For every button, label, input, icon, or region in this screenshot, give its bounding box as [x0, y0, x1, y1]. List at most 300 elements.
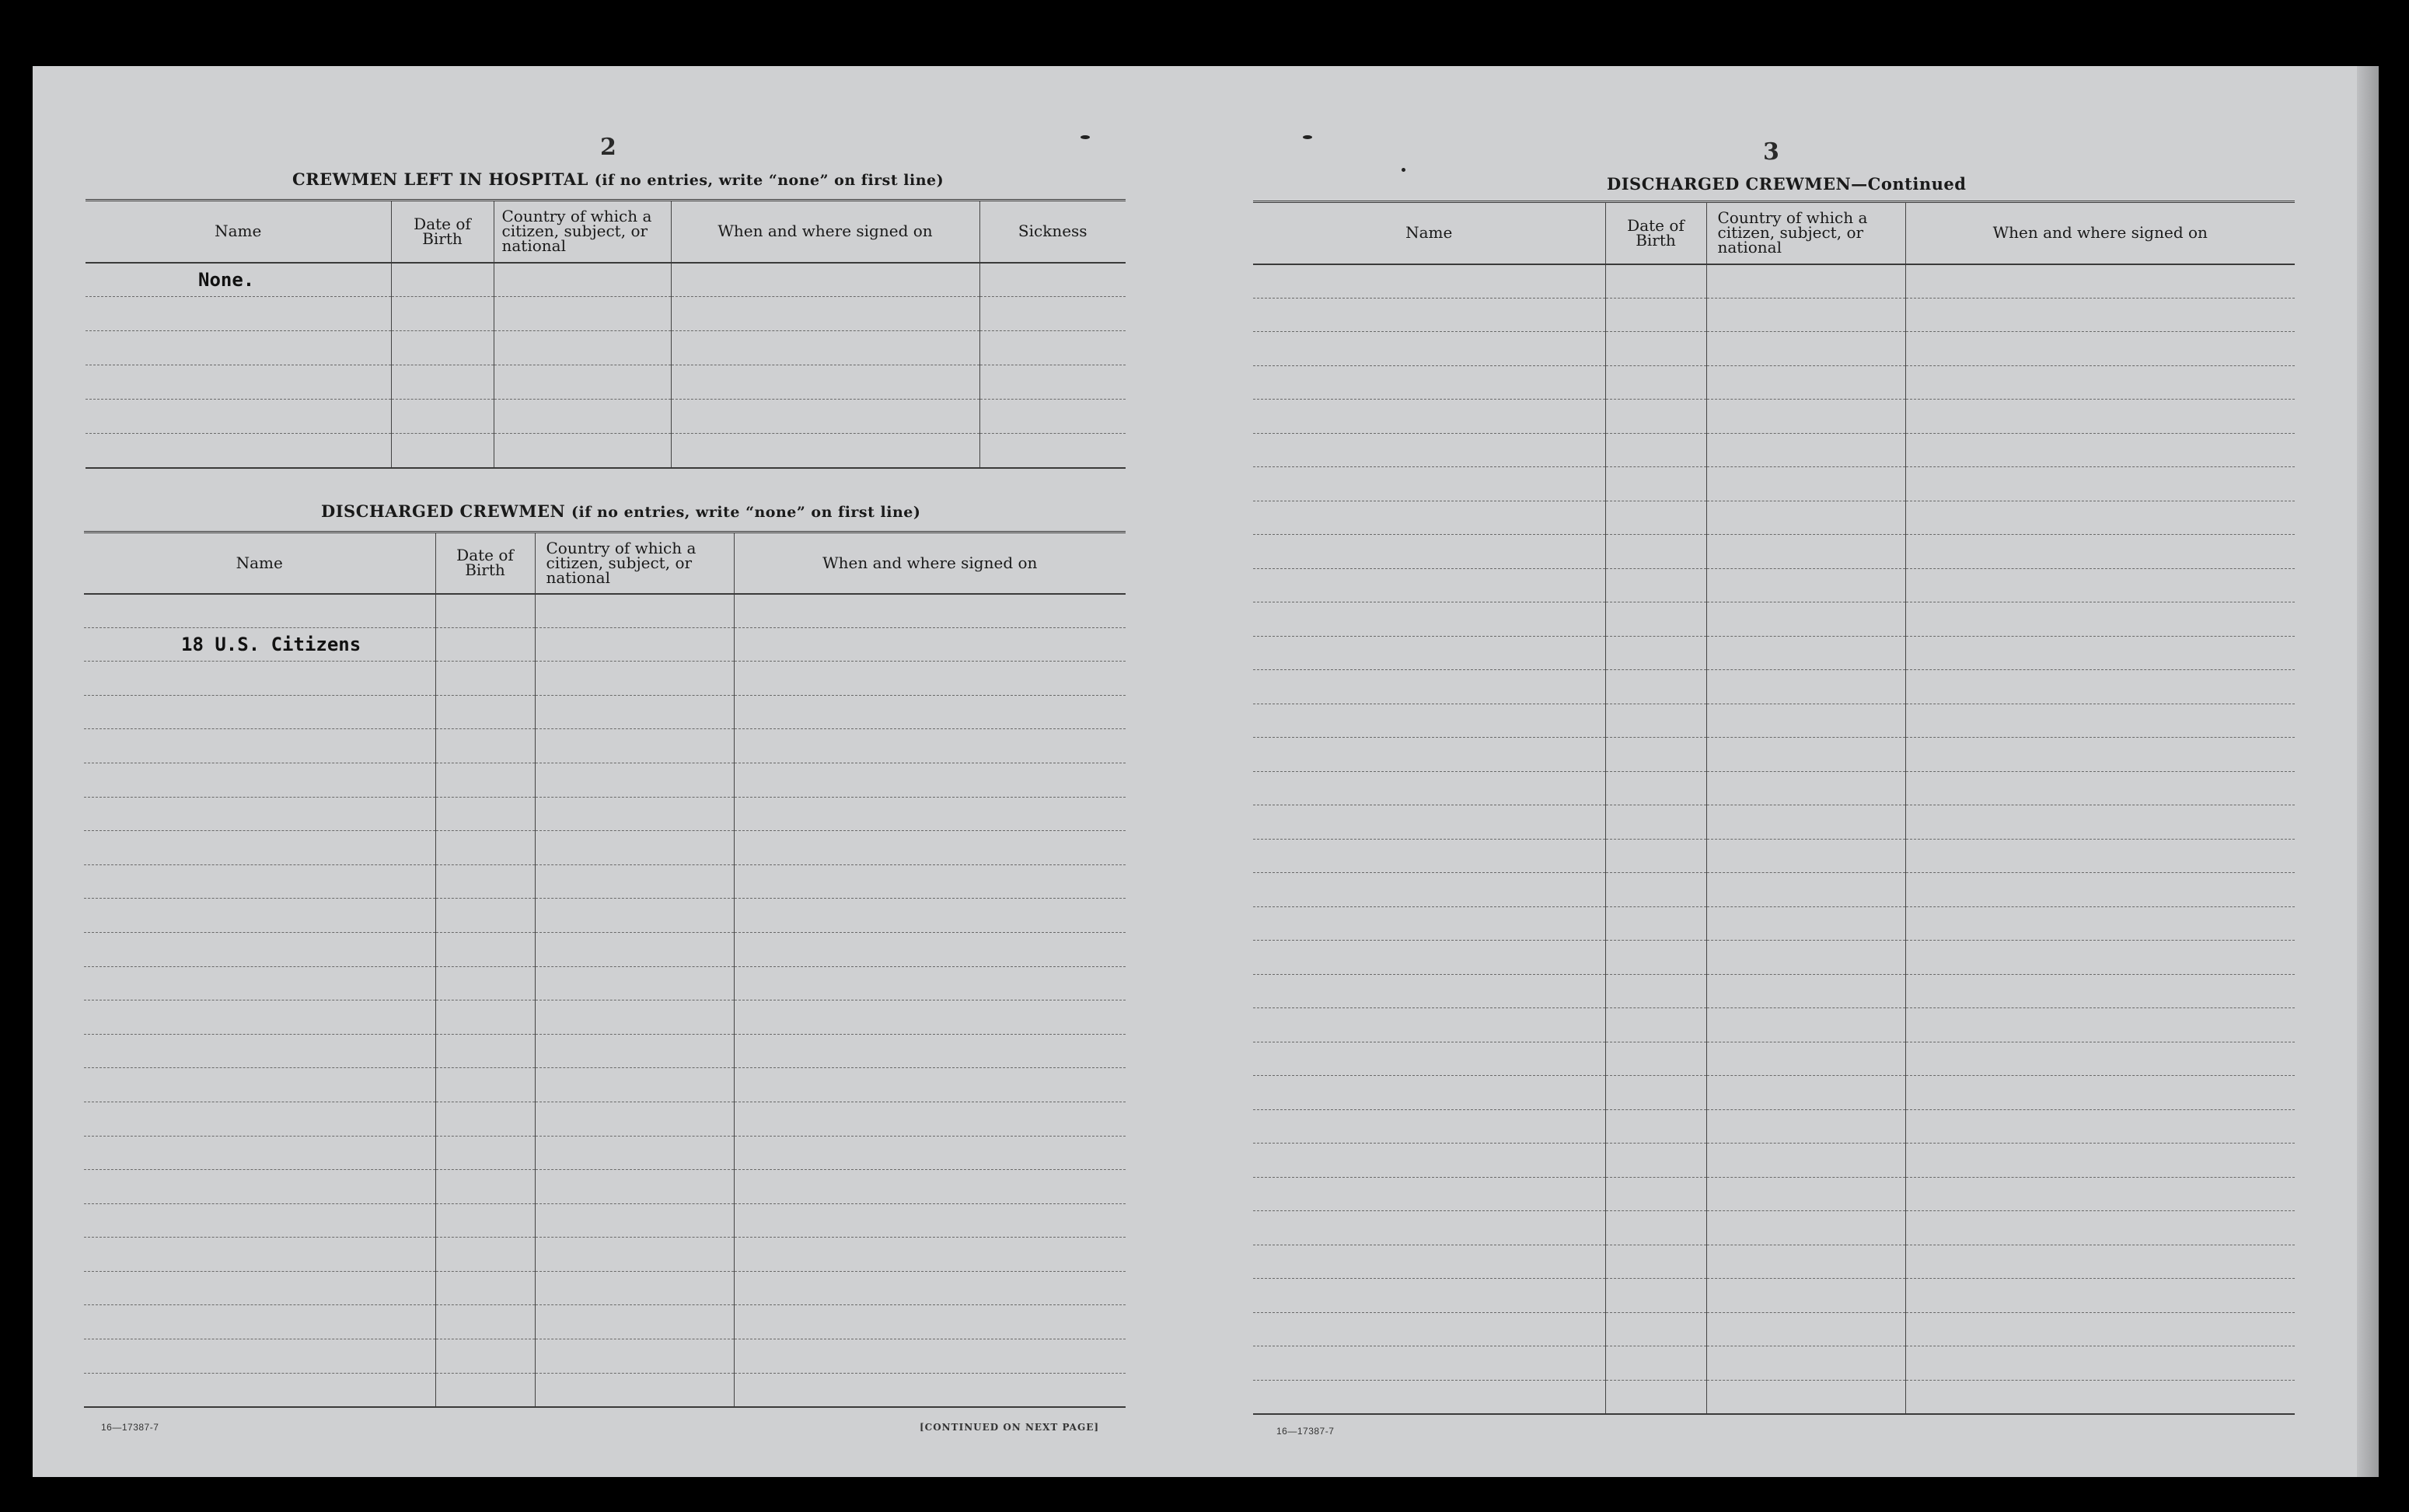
table-row: [1253, 974, 2295, 1008]
table-cell: [1605, 1109, 1706, 1144]
discharged-header-dob: Date of Birth: [435, 533, 535, 594]
table-cell: [84, 797, 435, 831]
table-cell: [1253, 873, 1605, 907]
table-cell: [391, 263, 494, 297]
table-cell: [1253, 602, 1605, 637]
table-cell: [734, 1238, 1126, 1272]
table-cell: [1905, 400, 2295, 434]
table-cell: [1905, 433, 2295, 467]
table-cell: [734, 797, 1126, 831]
table-row: [84, 1136, 1126, 1170]
table-cell: [1605, 1346, 1706, 1381]
table-cell: [1706, 738, 1905, 772]
table-cell: [535, 729, 734, 763]
table-cell: [1605, 433, 1706, 467]
table-cell: [1253, 1312, 1605, 1346]
table-row: [1253, 1346, 2295, 1381]
table-cell: [1253, 1245, 1605, 1279]
table-row: [1253, 636, 2295, 670]
table-cell: [734, 594, 1126, 628]
table-cell: [671, 297, 979, 331]
table-cell: [734, 763, 1126, 797]
table-cell: [86, 297, 391, 331]
table-cell: [84, 899, 435, 933]
table-cell: [1605, 535, 1706, 569]
table-row: [84, 1238, 1126, 1272]
table-row: [1253, 906, 2295, 941]
table-cell: [1605, 365, 1706, 400]
table-cell: [1905, 467, 2295, 501]
continued-note: [CONTINUED ON NEXT PAGE]: [920, 1422, 1100, 1433]
table-cell: [435, 899, 535, 933]
table-cell: [1605, 636, 1706, 670]
table-cell: [734, 864, 1126, 899]
table-cell: [1605, 873, 1706, 907]
table-cell: [734, 1271, 1126, 1305]
table-cell: [979, 365, 1126, 400]
table-cell: [86, 365, 391, 400]
table-cell: [1605, 1144, 1706, 1178]
table-row: [1253, 941, 2295, 975]
table-cell: [1253, 1211, 1605, 1245]
table-row: [84, 864, 1126, 899]
table-cell: [84, 1136, 435, 1170]
table-row: [1253, 1279, 2295, 1313]
table-cell: [1253, 771, 1605, 805]
table-cell: [435, 763, 535, 797]
table-cell: [734, 899, 1126, 933]
table-row: [1253, 1144, 2295, 1178]
table-cell: [1706, 568, 1905, 602]
table-cell: [1905, 568, 2295, 602]
table-cell: [1605, 602, 1706, 637]
table-cell: [1706, 1008, 1905, 1042]
table-cell: [734, 1339, 1126, 1374]
table-row: [1253, 805, 2295, 840]
table-cell: [84, 1373, 435, 1407]
table-cell: [391, 365, 494, 400]
table-cell: [734, 1000, 1126, 1035]
table-cell: [1253, 1008, 1605, 1042]
table-cell: [734, 831, 1126, 865]
table-cell: [535, 1000, 734, 1035]
table-cell: [84, 662, 435, 696]
table-cell: [535, 899, 734, 933]
table-cell: [535, 1034, 734, 1068]
table-cell: [1905, 1144, 2295, 1178]
table-cell: [535, 864, 734, 899]
table-row: [1253, 1109, 2295, 1144]
left-form-code: 16—17387-7: [101, 1422, 159, 1433]
table-cell: [535, 797, 734, 831]
table-cell: [734, 1305, 1126, 1339]
table-row: [86, 365, 1126, 400]
table-cell: [435, 864, 535, 899]
table-cell: [1253, 805, 1605, 840]
table-cell: [494, 331, 671, 365]
table-cell: [1605, 501, 1706, 535]
table-cell: [1905, 1008, 2295, 1042]
table-cell: [734, 627, 1126, 662]
discharged-header-signed-on: When and where signed on: [734, 533, 1126, 594]
table-cell: [1706, 535, 1905, 569]
discharged-title-text: DISCHARGED CREWMEN: [321, 501, 566, 521]
table-cell: [1706, 1380, 1905, 1414]
table-row: [84, 627, 1126, 662]
table-cell: [1706, 433, 1905, 467]
hospital-title-text: CREWMEN LEFT IN HOSPITAL: [292, 169, 588, 189]
table-row: [84, 1034, 1126, 1068]
table-cell: [1253, 636, 1605, 670]
table-cell: [535, 1271, 734, 1305]
table-cell: [1905, 1380, 2295, 1414]
table-cell: [535, 1203, 734, 1238]
sheet-edge: [2357, 66, 2379, 1477]
table-cell: [1253, 568, 1605, 602]
table-cell: [1253, 704, 1605, 738]
left-page-number: 2: [600, 134, 616, 161]
table-row: [84, 932, 1126, 966]
table-cell: [1605, 738, 1706, 772]
table-cell: [535, 1373, 734, 1407]
table-cell: [1605, 1279, 1706, 1313]
table-cell: [979, 434, 1126, 468]
table-cell: [1706, 1211, 1905, 1245]
table-cell: [535, 695, 734, 729]
table-cell: [435, 932, 535, 966]
table-cell: [535, 1102, 734, 1136]
table-cell: [494, 365, 671, 400]
table-row: [1253, 670, 2295, 704]
table-cell: [535, 662, 734, 696]
table-row: [84, 662, 1126, 696]
table-cell: [84, 1203, 435, 1238]
table-cell: [535, 932, 734, 966]
table-cell: [1706, 602, 1905, 637]
table-row: [1253, 433, 2295, 467]
table-cell: [435, 1271, 535, 1305]
table-cell: [1253, 400, 1605, 434]
table-cell: [435, 1203, 535, 1238]
right-header-country: Country of which a citizen, subject, or national: [1706, 202, 1905, 264]
table-cell: [1605, 1177, 1706, 1211]
table-row: [84, 594, 1126, 628]
table-cell: [84, 594, 435, 628]
table-cell: [1605, 1312, 1706, 1346]
table-cell: [435, 1000, 535, 1035]
table-cell: [435, 1034, 535, 1068]
table-cell: [435, 594, 535, 628]
table-cell: [1253, 839, 1605, 873]
table-cell: [1605, 332, 1706, 366]
discharged-header-row: [84, 533, 1126, 594]
table-row: [1253, 873, 2295, 907]
hospital-header-country: Country of which a citizen, subject, or national: [494, 201, 671, 263]
hospital-section-title: [292, 169, 944, 189]
right-section-title: DISCHARGED CREWMEN—Continued: [1607, 174, 1967, 194]
hospital-header-signed-on: When and where signed on: [671, 201, 979, 263]
table-cell: [435, 1102, 535, 1136]
table-row: [84, 729, 1126, 763]
hospital-title-note: (if no entries, write “none” on first line): [594, 172, 944, 189]
table-cell: [84, 966, 435, 1000]
table-cell: [734, 1034, 1126, 1068]
table-cell: [734, 662, 1126, 696]
table-row: [84, 831, 1126, 865]
table-cell: [535, 627, 734, 662]
discharged-entry-text: 18 U.S. Citizens: [84, 627, 435, 662]
table-row: [1253, 738, 2295, 772]
table-cell: [1905, 501, 2295, 535]
table-cell: [1253, 433, 1605, 467]
table-row: [1253, 1042, 2295, 1076]
table-cell: [671, 365, 979, 400]
table-cell: [1253, 365, 1605, 400]
table-cell: [1605, 1380, 1706, 1414]
table-cell: [494, 400, 671, 434]
table-cell: [435, 1068, 535, 1102]
table-cell: [734, 1203, 1126, 1238]
table-cell: [86, 331, 391, 365]
table-row: [84, 1271, 1126, 1305]
table-cell: [1706, 771, 1905, 805]
table-cell: [1253, 298, 1605, 332]
table-cell: [535, 1339, 734, 1374]
table-cell: [1905, 332, 2295, 366]
right-header-signed-on: When and where signed on: [1905, 202, 2295, 264]
table-cell: [1905, 1042, 2295, 1076]
hospital-header-sickness: Sickness: [979, 201, 1126, 263]
discharged-title-note: (if no entries, write “none” on first line): [571, 504, 921, 521]
table-row: [84, 797, 1126, 831]
table-cell: [1706, 670, 1905, 704]
table-cell: [1706, 1109, 1905, 1144]
table-cell: [84, 1000, 435, 1035]
table-cell: [391, 400, 494, 434]
table-row: [84, 1339, 1126, 1374]
table-cell: [1253, 1109, 1605, 1144]
hospital-entry-text: None.: [86, 263, 391, 297]
table-cell: [1706, 1245, 1905, 1279]
discharged-continued-table: [1253, 201, 2295, 1415]
table-row: [1253, 1076, 2295, 1110]
table-cell: [1706, 805, 1905, 840]
table-cell: [1605, 670, 1706, 704]
table-cell: [1605, 467, 1706, 501]
table-cell: [1253, 738, 1605, 772]
table-cell: [1253, 535, 1605, 569]
table-cell: [1706, 298, 1905, 332]
table-cell: [1253, 974, 1605, 1008]
table-cell: [535, 966, 734, 1000]
right-form-code: 16—17387-7: [1276, 1426, 1335, 1437]
table-cell: [1605, 974, 1706, 1008]
table-cell: [1706, 332, 1905, 366]
table-cell: [494, 434, 671, 468]
table-cell: [1706, 636, 1905, 670]
table-cell: [1605, 400, 1706, 434]
table-cell: [1905, 873, 2295, 907]
table-cell: [1253, 264, 1605, 299]
table-row: [1253, 264, 2295, 299]
table-cell: [435, 729, 535, 763]
table-cell: [671, 263, 979, 297]
table-cell: [1706, 941, 1905, 975]
table-cell: [1706, 1279, 1905, 1313]
table-cell: [1905, 1346, 2295, 1381]
table-cell: [734, 1373, 1126, 1407]
table-cell: [734, 1102, 1126, 1136]
hospital-header-name: Name: [86, 201, 391, 263]
table-cell: [1905, 365, 2295, 400]
scan-mark: [1402, 168, 1405, 172]
table-cell: [535, 1068, 734, 1102]
table-cell: [1253, 1279, 1605, 1313]
table-row: [1253, 1245, 2295, 1279]
table-cell: [391, 434, 494, 468]
table-cell: [391, 297, 494, 331]
table-cell: [734, 729, 1126, 763]
table-row: [1253, 568, 2295, 602]
table-cell: [1706, 1177, 1905, 1211]
table-cell: [1605, 568, 1706, 602]
table-cell: [1905, 974, 2295, 1008]
table-cell: [1905, 602, 2295, 637]
table-cell: [1605, 264, 1706, 299]
table-cell: [1253, 501, 1605, 535]
table-cell: [1905, 805, 2295, 840]
table-row: [1253, 839, 2295, 873]
table-cell: [86, 434, 391, 468]
table-cell: [1706, 1144, 1905, 1178]
table-row: [1253, 1380, 2295, 1414]
table-cell: [1253, 1076, 1605, 1110]
table-cell: [1905, 1211, 2295, 1245]
table-cell: [435, 1339, 535, 1374]
table-cell: [1905, 1245, 2295, 1279]
table-cell: [734, 1136, 1126, 1170]
table-row: [84, 966, 1126, 1000]
table-cell: [671, 400, 979, 434]
table-cell: [84, 864, 435, 899]
hospital-header-row: [86, 201, 1126, 263]
hospital-header-dob: Date of Birth: [391, 201, 494, 263]
table-row: [1253, 1177, 2295, 1211]
table-cell: [1605, 1245, 1706, 1279]
table-row: [84, 1068, 1126, 1102]
table-cell: [1706, 467, 1905, 501]
discharged-header-name: Name: [84, 533, 435, 594]
table-cell: [1605, 805, 1706, 840]
right-page-number: 3: [1763, 138, 1779, 166]
table-cell: [1605, 771, 1706, 805]
table-cell: [671, 331, 979, 365]
table-row: [1253, 501, 2295, 535]
table-cell: [1253, 941, 1605, 975]
table-cell: [1706, 873, 1905, 907]
table-cell: [1905, 670, 2295, 704]
table-cell: [979, 331, 1126, 365]
table-cell: [435, 1305, 535, 1339]
table-cell: [1253, 1042, 1605, 1076]
table-cell: [1706, 906, 1905, 941]
table-cell: [1905, 704, 2295, 738]
table-cell: [1706, 704, 1905, 738]
table-cell: [1905, 636, 2295, 670]
table-cell: [535, 594, 734, 628]
table-cell: [979, 400, 1126, 434]
table-cell: [1706, 400, 1905, 434]
table-cell: [1905, 738, 2295, 772]
table-cell: [1253, 1144, 1605, 1178]
table-cell: [494, 297, 671, 331]
table-cell: [1605, 906, 1706, 941]
table-cell: [535, 1136, 734, 1170]
table-cell: [734, 932, 1126, 966]
scan-mark: [1303, 135, 1312, 139]
table-cell: [1905, 906, 2295, 941]
discharged-table: [84, 531, 1126, 1408]
table-row: [1253, 467, 2295, 501]
table-cell: [1905, 1279, 2295, 1313]
table-row: [84, 695, 1126, 729]
table-cell: [435, 1170, 535, 1204]
table-cell: [1253, 1346, 1605, 1381]
table-row: [1253, 1008, 2295, 1042]
table-cell: [1706, 501, 1905, 535]
table-cell: [671, 434, 979, 468]
table-cell: [84, 831, 435, 865]
table-cell: [494, 263, 671, 297]
table-cell: [1706, 839, 1905, 873]
table-cell: [535, 831, 734, 865]
table-cell: [1605, 1042, 1706, 1076]
table-cell: [734, 966, 1126, 1000]
table-row: [84, 1170, 1126, 1204]
table-cell: [1905, 264, 2295, 299]
table-cell: [84, 1068, 435, 1102]
table-cell: [84, 932, 435, 966]
table-cell: [435, 1238, 535, 1272]
table-cell: [1253, 332, 1605, 366]
table-cell: [84, 1305, 435, 1339]
table-cell: [1905, 1177, 2295, 1211]
discharged-section-title: [321, 501, 920, 521]
table-cell: [1905, 1312, 2295, 1346]
table-cell: [84, 695, 435, 729]
table-row: [1253, 771, 2295, 805]
table-cell: [734, 695, 1126, 729]
table-cell: [435, 966, 535, 1000]
table-cell: [1706, 1346, 1905, 1381]
table-cell: [1605, 298, 1706, 332]
table-cell: [435, 1136, 535, 1170]
hospital-table: [86, 199, 1126, 469]
table-cell: [1253, 670, 1605, 704]
table-cell: [535, 763, 734, 797]
table-cell: [1905, 535, 2295, 569]
table-row: [1253, 400, 2295, 434]
table-row: [1253, 535, 2295, 569]
table-cell: [1905, 298, 2295, 332]
table-cell: [435, 797, 535, 831]
table-cell: [1706, 1076, 1905, 1110]
table-row: [1253, 332, 2295, 366]
table-row: [84, 1203, 1126, 1238]
table-cell: [1905, 941, 2295, 975]
table-cell: [979, 263, 1126, 297]
table-row: [84, 1000, 1126, 1035]
